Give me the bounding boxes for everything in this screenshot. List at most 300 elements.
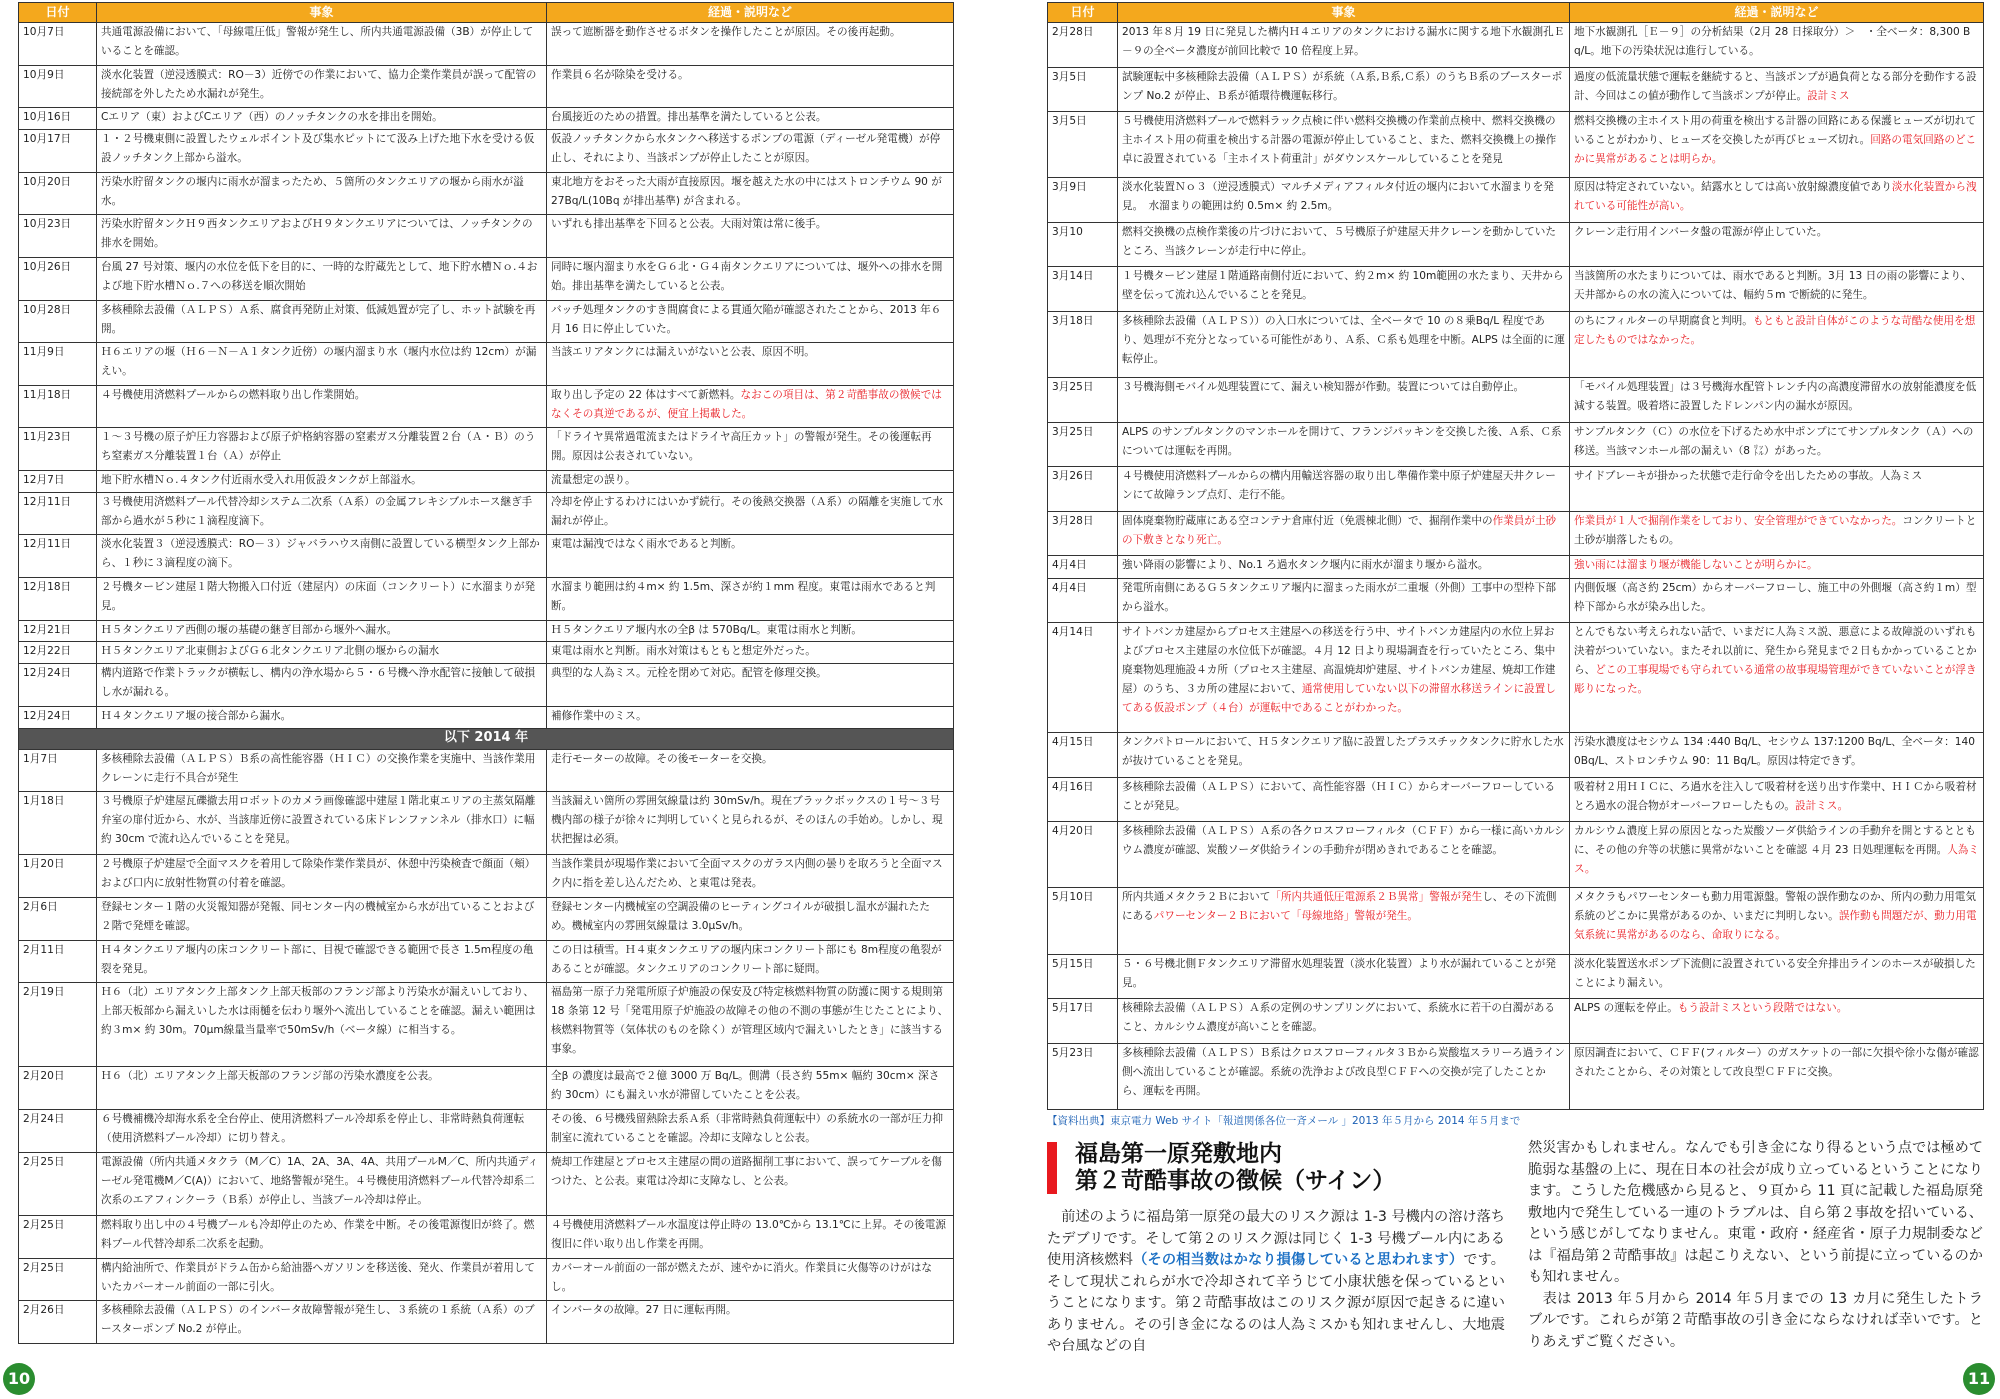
table-row xyxy=(19,492,954,535)
event-text: ３号機海側モバイル処理装置にて、漏えい検知器が作動。装置については自動停止。 xyxy=(1122,381,1525,394)
table-row xyxy=(19,642,954,664)
cell-event xyxy=(97,1258,547,1301)
cell-date: 2月20日 xyxy=(19,1067,97,1110)
event-text: 多核種除去設備（ＡＬＰＳ）のインバータ故障警報が発生し、３系統の１系統（Ａ系）のブースターポンプ No.2 が停止。 xyxy=(101,1304,535,1336)
note-text: 設計ミス xyxy=(1807,89,1850,102)
table-row xyxy=(1048,999,1984,1044)
right-page xyxy=(1000,0,2000,1399)
event-text: 発電所南側にあるＧ５タンクエリア堰内に溜まった雨水が二重堰（外側）工事中の型枠下部から溢水。 xyxy=(1122,581,1556,613)
cell-note xyxy=(1570,222,1984,267)
cell-event xyxy=(1118,23,1570,68)
note-text: 全β の濃度は最高で２億 3000 万 Bq/L。側溝（長さ約 55m× 幅約 30cm× 深さ約 30cm）にも漏えい水が滞留していたことを公表。 xyxy=(551,1070,940,1102)
table-row xyxy=(19,535,954,578)
note-text: 回路の電気回路のどこかに異常があることは明らか。 xyxy=(1574,134,1977,166)
cell-note xyxy=(547,749,954,792)
table-row xyxy=(1048,311,1984,377)
header-event: 事象 xyxy=(1118,3,1570,23)
body-p3: 表は 2013 年５月から 2014 年５月までの 13 カ月に発生したトラブルです。これらが第２苛酷事故の引き金にならなければ幸いです。とりあえずご覧ください。 xyxy=(1528,1290,1983,1350)
note-text: 補修作業中のミス。 xyxy=(551,709,647,722)
cell-note xyxy=(1570,23,1984,68)
cell-event xyxy=(1118,178,1570,223)
event-text: 所内共通メタクラ２Ｂにおいて xyxy=(1122,891,1271,904)
event-text: ５・６号機北側Ｆタンクエリア滞留水処理装置（淡水化装置）より水が漏れていることが発見。 xyxy=(1122,957,1556,989)
table-row xyxy=(19,1110,954,1153)
note-text: どこの工事現場でも守られている通常の故事現場管理ができていないことが浮き彫りになった。 xyxy=(1574,664,1977,696)
note-text: 過度の低流量状態で運転を継続すると、当該ポンプが過負荷となる部分を動作する設計、今回はこの値が動作して当該ポンプが停止。 xyxy=(1574,70,1977,102)
cell-date: 5月23日 xyxy=(1048,1043,1118,1109)
cell-note xyxy=(1570,178,1984,223)
event-text: 多核種除去設備（ＡＬＰＳ））の入口水については、全ベータで 10 の８乗Bq/L 程度であり、処理が不充分となっている可能性があり、Ａ系、Ｃ系も処理を中断。ALPS は全面的に運転停止。 xyxy=(1122,314,1565,365)
body-p1-b: です。そして現状これらが水で冷却されて辛うじて小康状態を保っているということになります。第２苛酷事故はこのリスク源が原因で起きるに違いありません。その引き金になるのは人為ミスかも知れませんし、大地震や台風などの自 xyxy=(1047,1252,1505,1354)
cell-event xyxy=(97,130,547,173)
table-row xyxy=(1048,267,1984,312)
note-text: 水溜まり範囲は約４m× 約 1.5m、深さが約１mm 程度。東電は雨水であると判断。 xyxy=(551,581,936,612)
cell-note xyxy=(1570,267,1984,312)
cell-event xyxy=(97,172,547,215)
cell-date: 10月9日 xyxy=(19,65,97,108)
event-text: Ｈ５タンクエリア西側の堰の基礎の継ぎ目部から堰外へ漏水。 xyxy=(101,623,398,636)
table-row xyxy=(1048,467,1984,512)
event-text: 淡水化装置Ｎｏ３（逆浸透膜式）マルチメディアフィルタ付近の堰内において水溜まりを発見。 水溜まりの範囲は約 0.5m× 約 2.5m。 xyxy=(1122,181,1554,213)
table-header-row xyxy=(1048,3,1984,23)
header-event: 事象 xyxy=(97,3,547,23)
note-text: サイドブレーキが掛かった状態で走行命令を出したための事故。人為ミス xyxy=(1574,470,1923,483)
cell-note xyxy=(1570,777,1984,822)
cell-date: 3月26日 xyxy=(1048,467,1118,512)
event-text: ３号機使用済燃料プール代替冷却システム二次系（Ａ系）の金属フレキシブルホース継ぎ手部から過水が５秒に１滴程度滴下。 xyxy=(101,495,533,527)
event-text: 淡水化装置３（逆浸透膜式：RO－３）ジャバラハウス南側に設置している横型タンク上部から、１秒に３滴程度の滴下。 xyxy=(101,538,540,570)
table-row xyxy=(1048,112,1984,178)
table-row xyxy=(19,1216,954,1259)
cell-event xyxy=(1118,1043,1570,1109)
note-text: 淡水化装置送水ポンプ下流側に設置されている安全弁排出ラインのホースが破損したことにより漏えい。 xyxy=(1574,957,1976,989)
cell-note xyxy=(547,343,954,386)
cell-date: 3月10 xyxy=(1048,222,1118,267)
event-text: ４号機使用済燃料プールからの燃料取り出し作業開始。 xyxy=(101,388,366,401)
body-p1-a: 前述のように福島第一原発の最大のリスク源は 1-3 号機内の溶け落ちたデブリです。そして第２のリスク源は同じく 1-3 号機プール内にある使用済核燃料 xyxy=(1047,1209,1505,1268)
cell-date: 2月11日 xyxy=(19,940,97,983)
table-row xyxy=(1048,178,1984,223)
table-row xyxy=(19,664,954,707)
source-citation: 【資料出典】東京電力 Web サイト「報道関係各位一斉メール 」2013 年５月から 2014 年５月まで xyxy=(1047,1115,1521,1127)
incident-table-right xyxy=(1047,2,1984,1110)
cell-note xyxy=(547,215,954,258)
cell-event xyxy=(1118,112,1570,178)
note-text: 焼却工作建屋とプロセス主建屋の間の道路掘削工事において、誤ってケーブルを傷つけた、と公表。東電は冷却に支障なし、と公表。 xyxy=(551,1155,942,1187)
note-text: ４号機使用済燃料プール水温度は停止時の 13.0℃から 13.1℃に上昇。その後電源復旧に伴い取り出し作業を再開。 xyxy=(551,1219,946,1250)
note-text: 作業員６名が除染を受ける。 xyxy=(551,68,689,81)
note-text: 流量想定の誤り。 xyxy=(551,473,636,486)
table-row xyxy=(1048,23,1984,68)
cell-event xyxy=(97,792,547,855)
table-row xyxy=(1048,888,1984,954)
cell-event xyxy=(97,1152,547,1215)
cell-date: 10月17日 xyxy=(19,130,97,173)
cell-date: 3月9日 xyxy=(1048,178,1118,223)
cell-event xyxy=(97,706,547,728)
cell-event xyxy=(1118,378,1570,423)
table-row xyxy=(19,749,954,792)
table-row xyxy=(1048,777,1984,822)
cell-event xyxy=(1118,954,1570,999)
event-text: 多核種除去設備（ＡＬＰＳ）Ｂ系の高性能容器（ＨＩＣ）の交換作業を実施中、当該作業用クレーンに走行不具合が発生 xyxy=(101,752,536,784)
note-text: もともと設計自体がこのような苛酷な使用を想定したものではなかった。 xyxy=(1574,314,1976,346)
cell-date: 1月18日 xyxy=(19,792,97,855)
header-note: 経過・説明など xyxy=(1570,3,1984,23)
note-text: ALPS の運転を停止。 xyxy=(1574,1002,1678,1015)
note-text: 当該箇所の水たまりについては、雨水であると判断。3月 13 日の雨の影響により、天井部からの水の流入については、幅約５m で断続的に発生。 xyxy=(1574,270,1972,302)
event-text: ５号機使用済燃料プールで燃料ラック点検に伴い燃料交換機の作業前点検中、燃料交換機の主ホイスト用の荷重を検出する計器の電源が停止していること、また、燃料交換機上の操作卓に設置されている「主ホイスト荷重計」がダウンスケールしていることを発見 xyxy=(1122,115,1557,166)
cell-date: 3月28日 xyxy=(1048,511,1118,556)
table-row xyxy=(19,940,954,983)
cell-event xyxy=(97,898,547,941)
cell-event xyxy=(1118,733,1570,778)
cell-event xyxy=(97,940,547,983)
cell-date: 12月22日 xyxy=(19,642,97,664)
page-number-left: 10 xyxy=(3,1363,35,1395)
right-table-body xyxy=(1048,23,1984,1110)
table-row xyxy=(19,1301,954,1344)
cell-date: 3月25日 xyxy=(1048,422,1118,467)
cell-event xyxy=(1118,467,1570,512)
cell-note xyxy=(547,1067,954,1110)
table-row xyxy=(1048,422,1984,467)
event-text: ALPS のサンプルタンクのマンホールを開けて、フランジパッキンを交換した後、Ａ系、Ｃ系については運転を再開。 xyxy=(1122,425,1562,457)
incident-table-left xyxy=(18,2,954,1344)
event-text: ４号機使用済燃料プールからの構内用輸送容器の取り出し準備作業中原子炉建屋天井クレーンにて故障ランプ点灯、走行不能。 xyxy=(1122,470,1556,502)
cell-event xyxy=(97,1301,547,1344)
table-row xyxy=(19,855,954,898)
body-p2: 然災害かもしれません。なんでも引き金になり得るという点では極めて脆弱な基盤の上に、現在日本の社会が成り立っているということになります。こうした危機感から見ると、９頁から 11 頁に記載した福島原発敷地内で発生している一連のトラブルは、自ら第２事故を招いている、という感じがしてなりません。東電・政府・経産省・原子力規制委などは『福島第２苛酷事故』は起こりえない、という前提に立っているのかも知れません。 xyxy=(1528,1140,1983,1285)
cell-note xyxy=(1570,511,1984,556)
cell-note xyxy=(547,130,954,173)
cell-event xyxy=(1118,267,1570,312)
event-text: 多核種除去設備（ＡＬＰＳ）において、高性能容器（ＨＩＣ）からオーバーフローしていることが発見。 xyxy=(1122,780,1556,812)
event-text: １～３号機の原子炉圧力容器および原子炉格納容器の窒素ガス分離装置２台（Ａ・Ｂ）のうち窒素ガス分離装置１台（Ａ）が停止 xyxy=(101,431,536,463)
cell-date: 1月7日 xyxy=(19,749,97,792)
event-text: し、その下流側にある xyxy=(1122,891,1557,923)
event-text: 試験運転中多核種除去設備（ＡＬＰＳ）が系統（Ａ系,Ｂ系,Ｃ系）のうちＢ系のブースターポンプ No.2 が停止、Ｂ系が循環待機運転移行。 xyxy=(1122,70,1563,102)
cell-note xyxy=(547,428,954,471)
note-text: 仮設ノッチタンクから水タンクへ移送するポンプの電源（ディーゼル発電機）が停止し、それにより、当該ポンプが停止したことが原因。 xyxy=(551,133,941,165)
event-text: Cエリア（東）およびCエリア（西）のノッチタンクの水を排出を開始。 xyxy=(101,111,443,124)
cell-date: 12月21日 xyxy=(19,620,97,642)
header-date: 日付 xyxy=(19,3,97,23)
table-row xyxy=(19,1067,954,1110)
cell-date: 4月14日 xyxy=(1048,623,1118,733)
cell-event xyxy=(97,578,547,621)
event-text: 汚染水貯留タンクの堰内に雨水が溜まったため、５箇所のタンクエリアの堰から雨水が溢水。 xyxy=(101,175,524,207)
note-text: 人為ミス。 xyxy=(1574,844,1979,876)
event-text: サイトバンカ建屋からプロセス主建屋への移送を行う中、サイトバンカ建屋内の水位上昇およびプロセス主建屋の水位低下が確認。４月 12 日より現場調査を行っていたところ、集中廃棄物処理施設４カ所（プロセス主建屋、高温焼却炉建屋、サイトバンカ建屋、焼却工作建屋）のうち、３カ所の建屋において、 xyxy=(1122,626,1556,696)
note-text: コンクリートと土砂が崩落したもの。 xyxy=(1574,514,1977,546)
table-row xyxy=(1048,378,1984,423)
cell-note xyxy=(1570,954,1984,999)
note-text: バッチ処理タンクのすき間腐食による貫通欠陥が確認されたことから、2013 年６月 16 日に停止していた。 xyxy=(551,303,942,335)
cell-note xyxy=(547,1301,954,1344)
table-row xyxy=(1048,67,1984,112)
cell-event xyxy=(1118,511,1570,556)
cell-date: 11月9日 xyxy=(19,343,97,386)
cell-event xyxy=(97,65,547,108)
body-p1-highlight: （その相当数はかなり損傷していると思われます） xyxy=(1133,1252,1464,1268)
cell-date: 10月16日 xyxy=(19,108,97,130)
note-text: 強い雨には溜まり堰が機能しないことが明らかに。 xyxy=(1574,559,1818,572)
cell-event xyxy=(97,428,547,471)
cell-event xyxy=(1118,311,1570,377)
note-text: 燃料交換機の主ホイスト用の荷重を検出する計器の回路にある保護ヒューズが切れていることがわかり、ヒューズを交換したが再びヒューズ切れ。 xyxy=(1574,115,1976,147)
cell-event xyxy=(97,983,547,1067)
event-text: Ｈ６（北）エリアタンク上部天板部のフランジ部の汚染水濃度を公表。 xyxy=(101,1070,439,1083)
cell-date: 12月24日 xyxy=(19,706,97,728)
table-row xyxy=(19,172,954,215)
event-text: 燃料取り出し中の４号機プールも冷却停止のため、作業を中断。その後電源復旧が終了。燃料プール代替冷却系二次系を起動。 xyxy=(101,1219,535,1250)
cell-date: 5月10日 xyxy=(1048,888,1118,954)
note-text: 誤って遮断器を動作させるボタンを操作したことが原因。その後再起動。 xyxy=(551,26,901,38)
table-row xyxy=(1048,1043,1984,1109)
note-text: 汚染水濃度はセシウム 134 :440 Bq/L、セシウム 137:1200 Bq/L、全ベータ：1400Bq/L、ストロンチウム 90：11 Bq/L。原因は特定できず。 xyxy=(1574,736,1975,768)
cell-event xyxy=(97,215,547,258)
note-text: インバータの故障。27 日に運転再開。 xyxy=(551,1304,737,1317)
heading-accent-bar xyxy=(1047,1142,1057,1194)
cell-event xyxy=(97,642,547,664)
cell-note xyxy=(547,620,954,642)
note-text: 地下水観測孔［Ｅ－９］の分析結果（2月 28 日採取分）＞ ・全ベータ：8,300 Bq/L。地下の汚染状況は進行している。 xyxy=(1574,26,1971,57)
event-text: Ｈ６エリアの堰（Ｈ６－Ｎ－Ａ１タンク近傍）の堰内溜まり水（堰内水位は約 12cm）が漏えい。 xyxy=(101,346,537,378)
event-text: 多核種除去設備（ＡＬＰＳ）Ａ系、腐食再発防止対策、低減処置が完了し、ホット試験を再開。 xyxy=(101,303,536,335)
cell-event xyxy=(97,470,547,492)
event-text: １号機タービン建屋１階通路南側付近において、約２m× 約 10m範囲の水たまり、天井から壁を伝って流れ込んでいることを発見。 xyxy=(1122,270,1564,302)
cell-date: 12月24日 xyxy=(19,664,97,707)
note-text: 「モバイル処理装置」は３号機海水配管トレンチ内の高濃度滞留水の放射能濃度を低減する装置。吸着塔に設置したドレンパン内の漏水が原因。 xyxy=(1574,381,1977,413)
cell-event xyxy=(1118,222,1570,267)
note-text: Ｈ５タンクエリア堰内水の全β は 570Bq/L。東電は雨水と判断。 xyxy=(551,623,863,636)
cell-event xyxy=(1118,822,1570,888)
cell-date: 12月7日 xyxy=(19,470,97,492)
cell-note xyxy=(547,578,954,621)
table-row xyxy=(19,300,954,343)
cell-note xyxy=(547,855,954,898)
cell-note xyxy=(547,535,954,578)
event-text: 核種除去設備（ＡＬＰＳ）Ａ系の定例のサンプリングにおいて、系統水に若干の白濁があること、カルシウム濃度が高いことを確認。 xyxy=(1122,1002,1555,1034)
event-text: 固体廃棄物貯蔵庫にある空コンテナ倉庫付近（免震棟北側）で、掘削作業中の xyxy=(1122,514,1493,527)
cell-event xyxy=(97,620,547,642)
event-text: ２号機原子炉建屋で全面マスクを着用して除染作業作業員が、休憩中汚染検査で顔面（頬）および口内に放射性物質の付着を確認。 xyxy=(101,858,536,890)
table-row xyxy=(19,898,954,941)
note-text: 同時に堰内溜まり水をＧ６北・Ｇ４南タンクエリアについては、堰外への排水を開始。排出基準を満たしていると公表。 xyxy=(551,260,943,292)
cell-event xyxy=(97,535,547,578)
cell-note xyxy=(547,664,954,707)
event-text: ６号機補機冷却海水系を全台停止、使用済燃料プール冷却系を停止し、非常時熱負荷運転（使用済燃料プール冷却）に切り替え。 xyxy=(101,1113,525,1145)
cell-date: 10月28日 xyxy=(19,300,97,343)
cell-date: 10月7日 xyxy=(19,23,97,66)
table-row xyxy=(19,257,954,300)
cell-event xyxy=(1118,422,1570,467)
note-text: 吸着材２用ＨＩＣに、ろ過水を注入して吸着材を送り出す作業中、ＨＩＣから吸着材とろ過水の混合物がオーバーフローしたもの。 xyxy=(1574,780,1977,812)
table-row xyxy=(1048,623,1984,733)
cell-event xyxy=(97,664,547,707)
cell-note xyxy=(547,1152,954,1215)
cell-note xyxy=(547,470,954,492)
cell-event xyxy=(97,343,547,386)
cell-event xyxy=(97,855,547,898)
cell-note xyxy=(1570,422,1984,467)
cell-date: 10月20日 xyxy=(19,172,97,215)
table-row xyxy=(19,428,954,471)
cell-note xyxy=(547,983,954,1067)
note-text: もう設計ミスという段階ではない。 xyxy=(1677,1002,1848,1015)
event-text: 作業員が土砂の下敷きとなり死亡。 xyxy=(1122,514,1557,546)
table-row xyxy=(19,706,954,728)
cell-date: 2月28日 xyxy=(1048,23,1118,68)
table-row xyxy=(19,108,954,130)
table-row xyxy=(19,578,954,621)
cell-event xyxy=(1118,67,1570,112)
cell-date: 2月6日 xyxy=(19,898,97,941)
cell-event xyxy=(1118,888,1570,954)
cell-note xyxy=(547,492,954,535)
cell-date: 4月4日 xyxy=(1048,556,1118,579)
note-text: メタクラもパワーセンターも動力用電源盤。警報の誤作動なのか、所内の動力用電気系統のどこかに異常があるのか、いまだに判明しない。 xyxy=(1574,891,1976,923)
cell-event xyxy=(97,23,547,66)
note-text: 淡水化装置から洩れている可能性が高い。 xyxy=(1574,181,1977,213)
cell-note xyxy=(1570,578,1984,623)
note-text: 「ドライヤ異常過電流またはドライヤ高圧カット」の警報が発生。その後運転再開。原因は公表されていない。 xyxy=(551,431,932,463)
cell-note xyxy=(547,385,954,428)
event-text: ３号機原子炉建屋瓦礫撤去用ロボットのカメラ画像確認中建屋１階北東エリアの主蒸気隔離弁室の扉付近から、水が、当該扉近傍に設置されている床ドレンファンネル（排水口）に幅約 30cm で流れ込んでいることを発見。 xyxy=(101,795,536,846)
table-row xyxy=(1048,954,1984,999)
event-text: 汚染水貯留タンクＨ９西タンクエリアおよびＨ９タンクエリアについては、ノッチタンクの排水を開始。 xyxy=(101,218,533,250)
cell-event xyxy=(97,257,547,300)
table-row xyxy=(19,215,954,258)
note-text: 当該漏えい箇所の雰囲気線量は約 30mSv/h。現在ブラックボックスの１号～３号機内部の様子が徐々に判明していくと見られるが、そのほんの手始め。しかし、現状把握は必須。 xyxy=(551,795,943,846)
table-row xyxy=(19,65,954,108)
event-text: タンクパトロールにおいて、Ｈ５タンクエリア脇に設置したプラスチックタンクに貯水した水が抜けていることを発見。 xyxy=(1122,736,1564,768)
event-text: 多核種除去設備（ＡＬＰＳ）Ｂ系はクロスフローフィルタ３Ｂから炭酸塩スラリーろ過ライン側へ流出していることが確認。系統の洗浄および改良型ＣＦＦへの交換が完了したことから、運転を再開。 xyxy=(1122,1046,1565,1097)
table-row xyxy=(1048,222,1984,267)
cell-date: 4月15日 xyxy=(1048,733,1118,778)
note-text: クレーン走行用インバータ盤の電源が停止していた。 xyxy=(1574,225,1828,238)
cell-date: 11月23日 xyxy=(19,428,97,471)
cell-note xyxy=(1570,467,1984,512)
cell-date: 3月5日 xyxy=(1048,112,1118,178)
cell-note xyxy=(547,1216,954,1259)
cell-date: 4月20日 xyxy=(1048,822,1118,888)
cell-date: 4月4日 xyxy=(1048,578,1118,623)
cell-date: 5月15日 xyxy=(1048,954,1118,999)
cell-note xyxy=(1570,999,1984,1044)
table-row xyxy=(19,792,954,855)
body-column-1 xyxy=(1047,1207,1505,1358)
cell-event xyxy=(97,749,547,792)
cell-note xyxy=(1570,1043,1984,1109)
cell-event xyxy=(97,1216,547,1259)
cell-note xyxy=(547,642,954,664)
cell-event xyxy=(97,108,547,130)
note-text: この日は積雪。Ｈ４東タンクエリアの堰内床コンクリート部にも 8m程度の亀裂があることが確認。タンクエリアのコンクリート部に疑問。 xyxy=(551,943,942,975)
cell-note xyxy=(547,940,954,983)
cell-date: 12月11日 xyxy=(19,535,97,578)
cell-note xyxy=(547,1258,954,1301)
table-row xyxy=(19,130,954,173)
table-row xyxy=(19,1152,954,1215)
note-text: とんでもない考えられない話で、いまだに人為ミス説、悪意による故障説のいずれも決着がついていない。またそれ以前に、発生から発見まで２日もかかっていることから、 xyxy=(1574,626,1977,677)
cell-date: 2月26日 xyxy=(19,1301,97,1344)
event-text: ２号機タービン建屋１階大物搬入口付近（建屋内）の床面（コンクリート）に水溜まりが発見。 xyxy=(101,581,536,612)
event-text: 構内道路で作業トラックが横転し、構内の浄水場から５・６号機へ浄水配管に接触して破損し水が漏れる。 xyxy=(101,667,536,699)
event-text: 通常使用していない以下の滞留水移送ラインに設置してある仮設ポンプ（４台）が運転中であることがわかった。 xyxy=(1122,683,1556,715)
table-row xyxy=(1048,511,1984,556)
table-row xyxy=(1048,822,1984,888)
event-text: 共通電源設備において、「母線電圧低」警報が発生し、所内共通電源設備（3B）が停止していることを確認。 xyxy=(101,26,534,57)
note-text: のちにフィルターの早期腐食と判明。 xyxy=(1574,314,1753,327)
event-text: Ｈ５タンクエリア北東側およびＧ６北タンクエリア北側の堰からの漏水 xyxy=(101,645,440,658)
note-text: 東北地方をおそった大雨が直接原因。堰を越えた水の中にはストロンチウム 90 が 27Bq/L(10Bq が排出基準) が含まれる。 xyxy=(551,175,942,207)
event-text: １・２号機東側に設置したウェルポイント及び集水ピットにて汲み上げた地下水を受ける仮設ノッチタンク上部から溢水。 xyxy=(101,133,535,165)
cell-note xyxy=(1570,822,1984,888)
note-text: 冷却を停止するわけにはいかず続行。その後熱交換器（Ａ系）の隔離を実施して水漏れが停止。 xyxy=(551,495,943,527)
note-text: 原因は特定されていない。結露水としては高い放射線濃度値であり xyxy=(1574,181,1892,194)
table-row xyxy=(19,343,954,386)
cell-event xyxy=(1118,556,1570,579)
cell-note xyxy=(547,23,954,66)
left-table-body xyxy=(19,23,954,1344)
heading-line-1: 福島第一原発敷地内 xyxy=(1075,1140,1282,1167)
event-text: 地下貯水槽Ｎｏ.４タンク付近雨水受入れ用仮設タンクが上部溢水。 xyxy=(101,473,422,486)
cell-note xyxy=(547,792,954,855)
event-text: 多核種除去設備（ＡＬＰＳ）Ａ系の各クロスフローフィルタ（ＣＦＦ）から一様に高いカルシウム濃度が確認、炭酸ソーダ供給ラインの手動弁が閉めきれであることを確認。 xyxy=(1122,825,1565,857)
cell-note xyxy=(1570,556,1984,579)
event-text: 構内給油所で、作業員がドラム缶から給油器へガソリンを移送後、発火、作業員が着用していたカバーオール前面の一部に引火。 xyxy=(101,1261,536,1293)
cell-note xyxy=(1570,623,1984,733)
table-row xyxy=(1048,578,1984,623)
event-text: 登録センター１階の火災報知器が発報、同センター内の機械室から水が出ていることおよび２階で発煙を確認。 xyxy=(101,901,535,933)
event-text: 「所内共通低圧電源系２Ｂ異常」警報が発生 xyxy=(1270,891,1483,904)
note-text: 当該エリアタンクには漏えいがないと公表、原因不明。 xyxy=(551,346,815,359)
cell-date: 3月5日 xyxy=(1048,67,1118,112)
section-heading xyxy=(1047,1140,1499,1196)
cell-note xyxy=(547,898,954,941)
cell-note xyxy=(547,257,954,300)
note-text: その後、６号機残留熱除去系Ａ系（非常時熱負荷運転中）の系統水の一部が圧力抑制室に流れていることを確認。冷却に支障なしと公表。 xyxy=(551,1113,943,1145)
cell-note xyxy=(1570,311,1984,377)
note-text: 走行モーターの故障。その後モーターを交換。 xyxy=(551,752,773,765)
table-row xyxy=(19,1258,954,1301)
cell-date: 10月26日 xyxy=(19,257,97,300)
note-text: カバーオール前面の一部が燃えたが、速やかに消火。作業員に火傷等のけがはなし。 xyxy=(551,1261,932,1293)
event-text: Ｈ４タンクエリア堰の接合部から漏水。 xyxy=(101,709,292,722)
page-number-right: 11 xyxy=(1963,1363,1995,1395)
cell-event xyxy=(1118,578,1570,623)
event-text: 台風 27 号対策、堰内の水位を低下を目的に、一時的な貯蔵先として、地下貯水槽Ｎｏ.４および地下貯水槽Ｎｏ.７への移送を順次開始 xyxy=(101,260,538,292)
cell-date: 2月25日 xyxy=(19,1258,97,1301)
cell-note xyxy=(1570,888,1984,954)
cell-date: 3月18日 xyxy=(1048,311,1118,377)
note-text: 誤作動も問題だが、動力用電気系統に異常があるのなら、命取りになる。 xyxy=(1574,910,1977,942)
header-date: 日付 xyxy=(1048,3,1118,23)
note-text: 原因調査において、ＣＦＦ(フィルター）のガスケットの一部に欠損や徐小な傷が確認されたことから、その対策として改良型ＣＦＦに交換。 xyxy=(1574,1046,1979,1078)
cell-event xyxy=(1118,623,1570,733)
event-text: 燃料交換機の点検作業後の片づけにおいて、５号機原子炉建屋天井クレーンを動かしていたところ、当該クレーンが走行中に停止。 xyxy=(1122,225,1556,257)
event-text: 淡水化装置（逆浸透膜式：RO－3）近傍での作業において、協力企業作業員が誤って配管の接続部を外したため水漏れが発生。 xyxy=(101,68,537,100)
note-text: いずれも排出基準を下回ると公表。大雨対策は常に後手。 xyxy=(551,218,827,231)
note-text: 東電は漏洩ではなく雨水であると判断。 xyxy=(551,538,742,551)
cell-note xyxy=(1570,378,1984,423)
cell-note xyxy=(1570,112,1984,178)
cell-event xyxy=(97,492,547,535)
table-header-row xyxy=(19,3,954,23)
year-separator: 以下 2014 年 xyxy=(19,728,954,749)
